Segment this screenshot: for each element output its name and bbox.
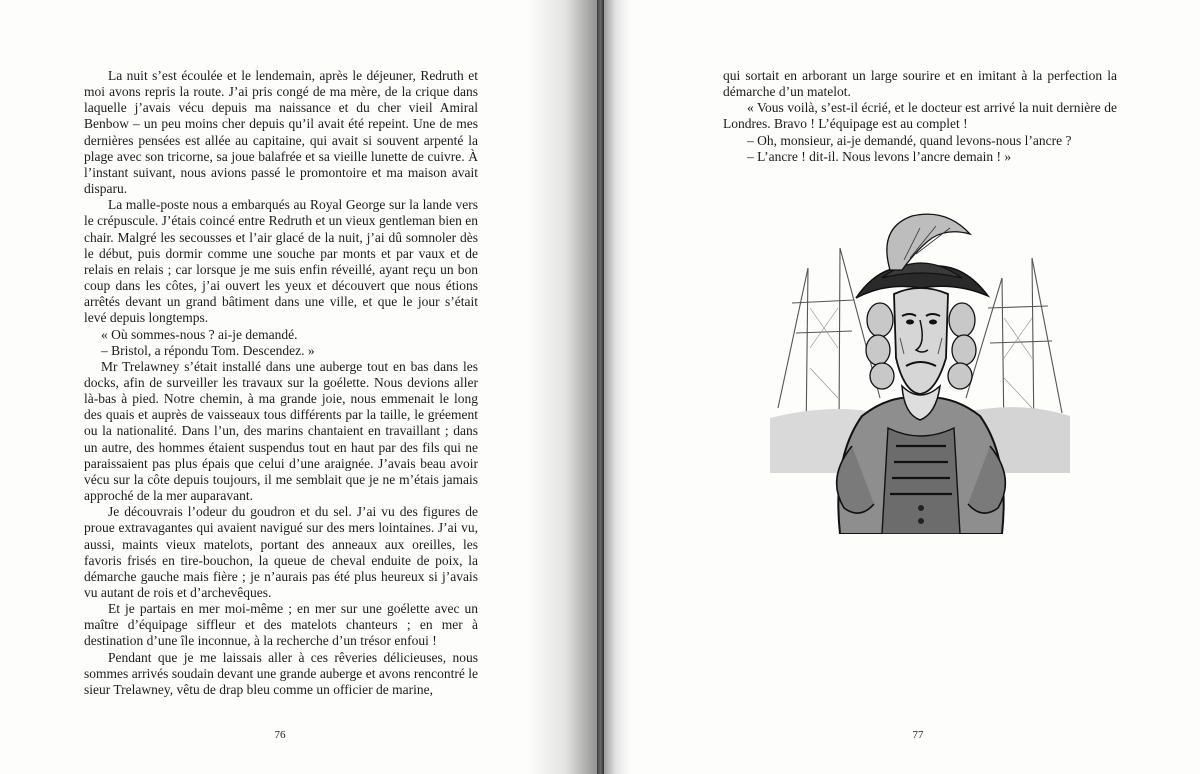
page-number: 76 <box>274 729 286 741</box>
right-page-text <box>723 68 1117 165</box>
paragraph: La nuit s’est écoulée et le lendemain, après le déjeuner, Redruth et moi avons repris la route. J’ai pris congé de ma mère, de la crique dans laquelle j’avais vécu depuis ma naissance et du cher vieil Amiral Benbow – un peu moins cher depuis qu’il avait été repeint. Une de mes dernières pensées est allée au capitaine, qui avait si souvent arpenté la plage avec son tricorne, sa joue balafrée et sa vieille lunette de cuivre. À l’instant suivant, nous avions passé le promontoire et ma maison avait disparu. <box>84 68 478 197</box>
paragraph: qui sortait en arborant un large sourire et en imitant à la perfection la démarche d’un matelot. <box>723 68 1117 100</box>
dialogue-line: « Où sommes-nous ? ai-je demandé. <box>101 326 298 342</box>
left-page <box>0 0 597 774</box>
dialogue-line: – Oh, monsieur, ai-je demandé, quand levons-nous l’ancre ? <box>747 132 1072 148</box>
left-page-text <box>84 68 478 698</box>
gutter-shadow <box>527 0 597 774</box>
gutter-shadow <box>604 0 630 774</box>
pirate-portrait-illustration-icon <box>770 208 1070 534</box>
page-number: 77 <box>912 729 924 741</box>
paragraph: Mr Trelawney s’était installé dans une auberge tout en bas dans les docks, afin de surveiller les travaux sur la goélette. Nous devions aller là-bas à pied. Notre chemin, à ma grande joie, nous emmenait le long des quais et auprès de vaisseaux tous différents par la taille, le gréement ou la nationalité. Dans l’un, des marins chantaient en travaillant ; dans un autre, des hommes étaient suspendus tout en haut par des fils qui ne paraissaient pas plus épais que celui d’une araignée. J’avais beau avoir vécu sur la côte depuis toujours, il me semblait que je ne m’étais jamais approché de la mer auparavant. <box>84 358 478 504</box>
right-page <box>604 0 1200 774</box>
book-gutter <box>597 0 604 774</box>
paragraph: Pendant que je me laissais aller à ces rêveries délicieuses, nous sommes arrivés soudain devant une grande auberge et avons rencontré le sieur Trelawney, vêtu de drap bleu comme un officier de marine, <box>84 649 478 697</box>
dialogue-line: – L’ancre ! dit-il. Nous levons l’ancre demain ! » <box>747 148 1012 164</box>
paragraph: La malle-poste nous a embarqués au Royal George sur la lande vers le crépuscule. J’étais coincé entre Redruth et un vieux gentleman bien en chair. Malgré les secousses et l’air glacé de la nuit, j’ai dû somnoler dès le début, puis dormir comme une souche par monts et par vaux et de relais en relais ; car lorsque je me suis enfin réveillé, ayant reçu un bon coup dans les côtes, j’ai ouvert les yeux et découvert que nous étions arrêtés devant un grand bâtiment dans une ville, et que le jour s’était levé depuis longtemps. <box>84 197 478 326</box>
dialogue-line: « Vous voilà, s’est-il écrié, et le docteur est arrivé la nuit dernière de Londres. Bravo ! L’équipage est au complet ! <box>723 100 1117 132</box>
paragraph: Et je partais en mer moi-même ; en mer sur une goélette avec un maître d’équipage siffleur et des matelots chanteurs ; en mer à destination d’une île inconnue, à la recherche d’un trésor enfoui ! <box>84 601 478 649</box>
dialogue-line: – Bristol, a répondu Tom. Descendez. » <box>101 342 315 358</box>
paragraph: Je découvrais l’odeur du goudron et du sel. J’ai vu des figures de proue extravagantes qui avaient navigué sur des mers lointaines. J’ai vu, aussi, maints vieux matelots, portant des anneaux aux oreilles, les favoris frisés en tire-bouchon, la queue de cheval enduite de poix, la démarche gauche mais fière ; je n’aurais pas été plus heureux si j’avais vu autant de rois et d’archevêques. <box>84 504 478 600</box>
